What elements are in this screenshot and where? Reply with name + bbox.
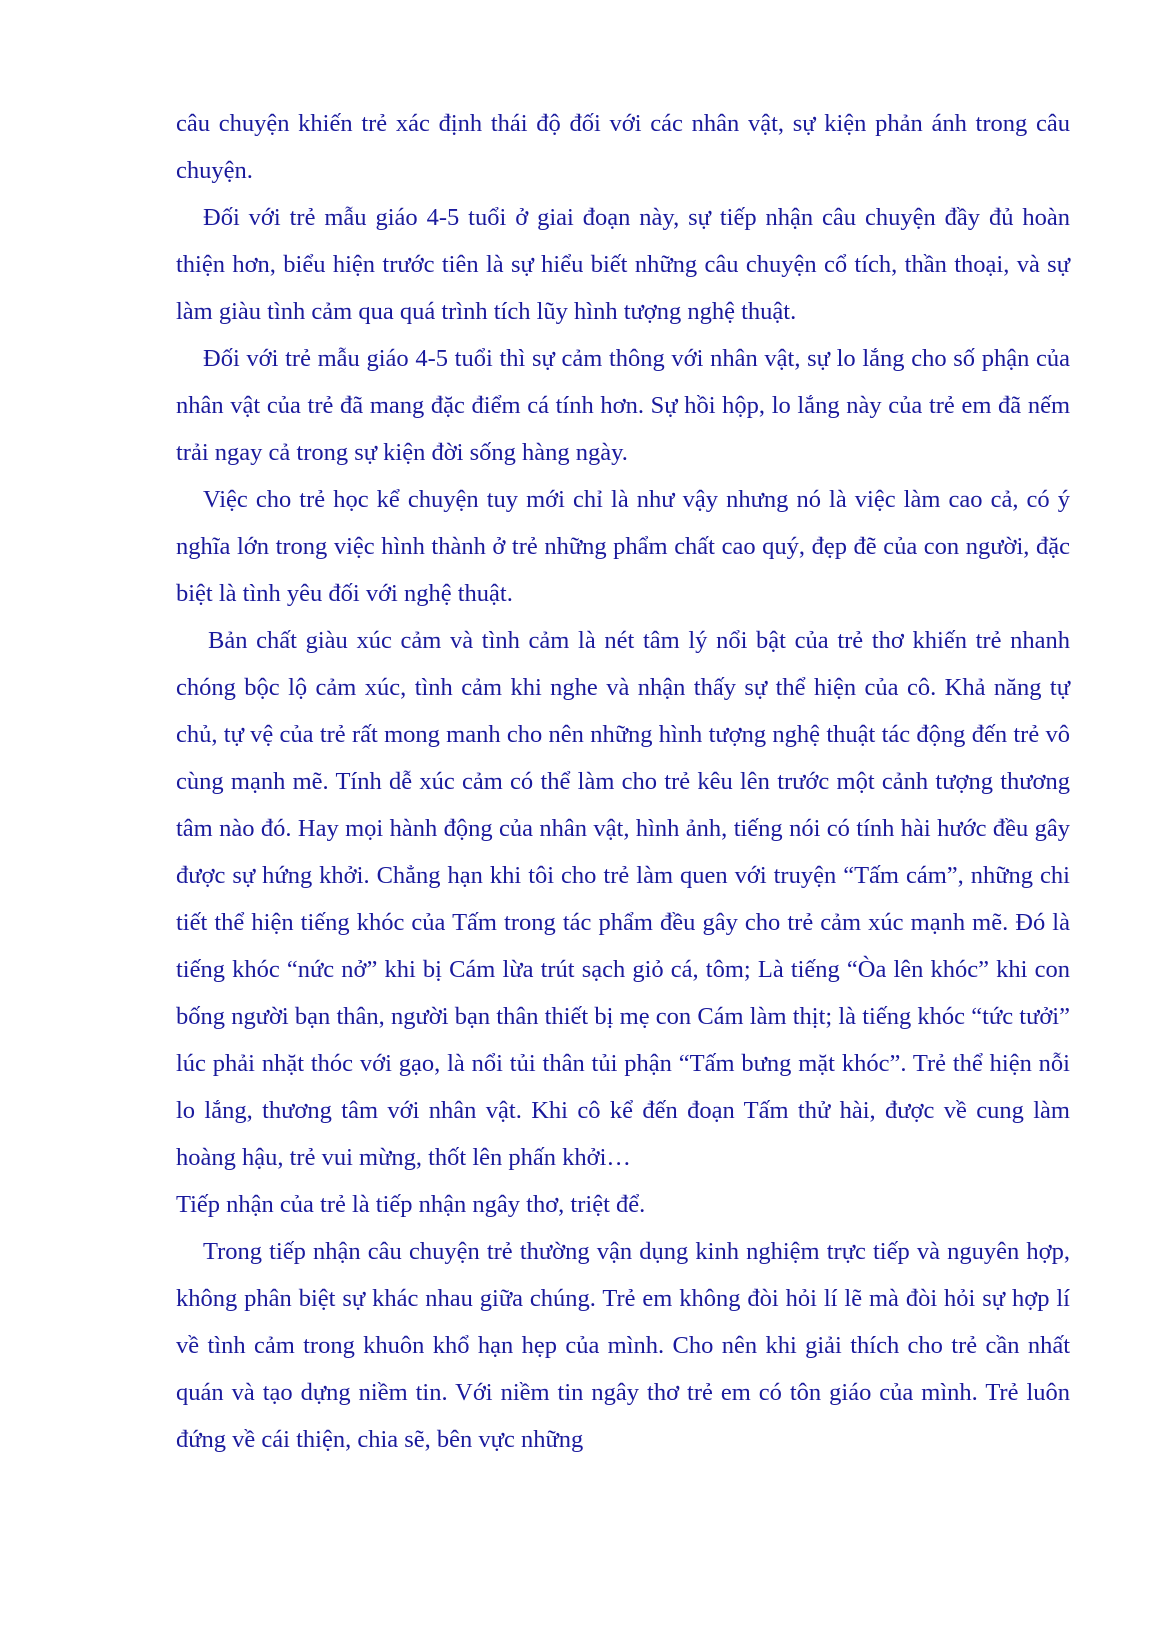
paragraph-2: Đối với trẻ mẫu giáo 4-5 tuổi ở giai đoạn này, sự tiếp nhận câu chuyện đầy đủ hoàn thiện hơn, biểu hiện trước tiên là sự hiểu biết những câu chuyện cổ tích, thần thoại, và sự làm giàu tình cảm qua quá trình tích lũy hình tượng nghệ thuật.: [176, 204, 1070, 325]
paragraph-3: Đối với trẻ mẫu giáo 4-5 tuổi thì sự cảm thông với nhân vật, sự lo lắng cho số phận của nhân vật của trẻ đã mang đặc điểm cá tính hơn. Sự hồi hộp, lo lắng này của trẻ em đã nếm trải ngay cả trong sự kiện đời sống hàng ngày.: [176, 345, 1070, 466]
paragraph-4: Việc cho trẻ học kể chuyện tuy mới chỉ là như vậy nhưng nó là việc làm cao cả, có ý nghĩa lớn trong việc hình thành ở trẻ những phẩm chất cao quý, đẹp đẽ của con người, đặc biệt là tình yêu đối với nghệ thuật.: [176, 486, 1070, 607]
paragraph-7: Trong tiếp nhận câu chuyện trẻ thường vận dụng kinh nghiệm trực tiếp và nguyên hợp, không phân biệt sự khác nhau giữa chúng. Trẻ em không đòi hỏi lí lẽ mà đòi hỏi sự hợp lí về tình cảm trong khuôn khổ hạn hẹp của mình. Cho nên khi giải thích cho trẻ cần nhất quán và tạo dựng niềm tin. Với niềm tin ngây thơ trẻ em có tôn giáo của mình. Trẻ luôn đứng về cái thiện, chia sẽ, bên vực những: [176, 1238, 1070, 1453]
paragraph-5: Bản chất giàu xúc cảm và tình cảm là nét tâm lý nổi bật của trẻ thơ khiến trẻ nhanh chóng bộc lộ cảm xúc, tình cảm khi nghe và nhận thấy sự thể hiện của cô. Khả năng tự chủ, tự vệ của trẻ rất mong manh cho nên những hình tượng nghệ thuật tác động đến trẻ vô cùng mạnh mẽ. Tính dễ xúc cảm có thể làm cho trẻ kêu lên trước một cảnh tượng thương tâm nào đó. Hay mọi hành động của nhân vật, hình ảnh, tiếng nói có tính hài hước đều gây được sự hứng khởi. Chẳng hạn khi tôi cho trẻ làm quen với truyện “Tấm cám”, những chi tiết thể hiện tiếng khóc của Tấm trong tác phẩm đều gây cho trẻ cảm xúc mạnh mẽ. Đó là tiếng khóc “nức nở” khi bị Cám lừa trút sạch giỏ cá, tôm; Là tiếng “Òa lên khóc” khi con bống người bạn thân, người bạn thân thiết bị mẹ con Cám làm thịt; là tiếng khóc “tức tưởi” lúc phải nhặt thóc với gạo, là nổi tủi thân tủi phận “Tấm bưng mặt khóc”. Trẻ thể hiện nỗi lo lắng, thương tâm với nhân vật. Khi cô kể đến đoạn Tấm thử hài, được về cung làm hoàng hậu, trẻ vui mừng, thốt lên phấn khởi…: [176, 627, 1070, 1171]
paragraph-6: Tiếp nhận của trẻ là tiếp nhận ngây thơ, triệt để.: [176, 1191, 646, 1218]
paragraph-1: câu chuyện khiến trẻ xác định thái độ đối với các nhân vật, sự kiện phản ánh trong câu chuyện.: [176, 110, 1070, 184]
document-page: [176, 100, 1070, 1463]
